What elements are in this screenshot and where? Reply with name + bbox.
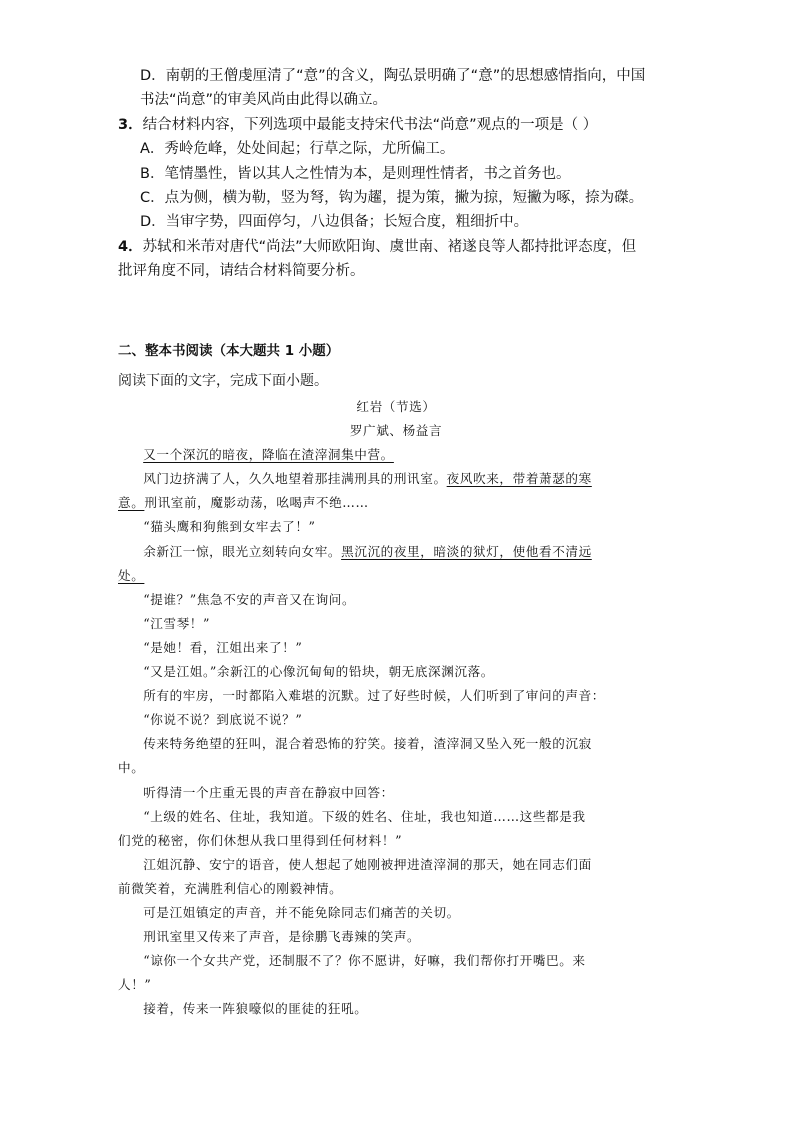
story-paragraph: “你说不说？到底说不说？” xyxy=(143,712,303,728)
underlined-sentence: 意。 xyxy=(118,495,145,511)
underlined-sentence: 又一个深沉的暗夜，降临在渣滓洞集中营。 xyxy=(143,447,394,463)
story-paragraph: “江雪琴！” xyxy=(143,615,211,631)
question-4-number: 4． xyxy=(118,238,143,255)
story-paragraph-cont: 中。 xyxy=(118,760,145,776)
story-paragraph xyxy=(118,443,674,467)
story-paragraph: “提谁？”焦急不安的声音又在询问。 xyxy=(143,591,356,607)
reading-instruction: 阅读下面的文字，完成下面小题。 xyxy=(118,373,328,389)
question-3-option-d: D．当审字势，四面停匀，八边俱备；长短合度，粗细折中。 xyxy=(140,214,529,231)
story-paragraph: 刑讯室里又传来了声音，是徐鹏飞毒辣的笑声。 xyxy=(143,929,421,945)
question-3-option-c: C．点为侧，横为勒，竖为弩，钩为趯，提为策，撇为掠，短撇为啄，捺为磔。 xyxy=(140,190,644,207)
question-4 xyxy=(118,235,678,259)
question-4-line1: 苏轼和米芾对唐代“尚法”大师欧阳询、虞世南、褚遂良等人都持批评态度，但 xyxy=(142,238,637,255)
underlined-sentence: 夜风吹来，带着萧瑟的寒 xyxy=(446,471,592,487)
question-3-option-b: B．笔情墨性，皆以其人之性情为本，是则理性情者，书之首务也。 xyxy=(140,165,571,182)
story-excerpt xyxy=(118,395,674,1021)
option-d-prev-line1: D．南朝的王僧虔厘清了“意”的含义，陶弘景明确了“意”的思想感情指向，中国 xyxy=(140,68,646,84)
story-authors: 罗广斌、杨益言 xyxy=(349,423,443,439)
option-d-prev-line2: 书法“尚意”的审美风尚由此得以确立。 xyxy=(140,92,388,109)
story-paragraph-cont: 前微笑着，充满胜利信心的刚毅神情。 xyxy=(118,880,343,896)
story-paragraph-cont: 们党的秘密，你们休想从我口里得到任何材料！” xyxy=(118,832,403,848)
story-paragraph xyxy=(118,467,674,491)
story-paragraph: 江姐沉静、安宁的语音，使人想起了她刚被押进渣滓洞的那天，她在同志们面 xyxy=(143,856,592,872)
story-paragraph-cont xyxy=(118,564,674,588)
story-paragraph-cont: 人！” xyxy=(118,977,152,993)
story-paragraph: “是她！看，江姐出来了！” xyxy=(143,639,303,655)
story-paragraph: 接着，传来一阵狼嚎似的匪徒的狂吼。 xyxy=(143,1001,368,1017)
story-paragraph: “猫头鹰和狗熊到女牢去了！” xyxy=(143,519,316,535)
story-paragraph xyxy=(118,540,674,564)
section-heading: 二、整本书阅读（本大题共 1 小题） xyxy=(118,343,340,359)
question-3-number: 3． xyxy=(118,116,143,133)
question-3 xyxy=(118,113,678,137)
story-paragraph: 传来特务绝望的狂叫，混合着恐怖的狞笑。接着，渣滓洞又坠入死一般的沉寂 xyxy=(143,736,592,752)
question-block xyxy=(118,64,678,284)
question-3-option-a: A．秀岭危峰，处处间起；行草之际，尤所偏工。 xyxy=(140,141,455,158)
story-paragraph: 可是江姐镇定的声音，并不能免除同志们痛苦的关切。 xyxy=(143,904,460,920)
story-text: 风门边挤满了人，久久地望着那挂满刑具的刑讯室。 xyxy=(143,471,447,487)
story-paragraph-cont xyxy=(118,491,674,515)
story-paragraph: “谅你一个女共产党，还制服不了？你不愿讲，好嘛，我们帮你打开嘴巴。来 xyxy=(143,953,586,969)
underlined-sentence: 处。 xyxy=(118,567,145,583)
story-text: 余新江一惊，眼光立刻转向女牢。 xyxy=(143,543,342,559)
question-4-line2: 批评角度不同，请结合材料简要分析。 xyxy=(118,263,365,280)
story-text: 刑讯室前，魔影动荡，吆喝声不绝…… xyxy=(144,495,369,511)
underlined-sentence: 黑沉沉的夜里，暗淡的狱灯，使他看不清远 xyxy=(341,543,592,559)
story-paragraph: “上级的姓名、住址，我知道。下级的姓名、住址，我也知道……这些都是我 xyxy=(143,808,586,824)
question-3-text: 结合材料内容，下列选项中最能支持宋代书法“尚意”观点的一项是（ ） xyxy=(142,116,598,133)
story-paragraph: 所有的牢房，一时都陷入难堪的沉默。过了好些时候，人们听到了审问的声音： xyxy=(143,688,605,704)
story-paragraph: “又是江姐。”余新江的心像沉甸甸的铅块，朝无底深渊沉落。 xyxy=(143,664,495,680)
story-title: 红岩（节选） xyxy=(356,399,436,414)
story-paragraph: 听得清一个庄重无畏的声音在静寂中回答： xyxy=(143,784,394,800)
